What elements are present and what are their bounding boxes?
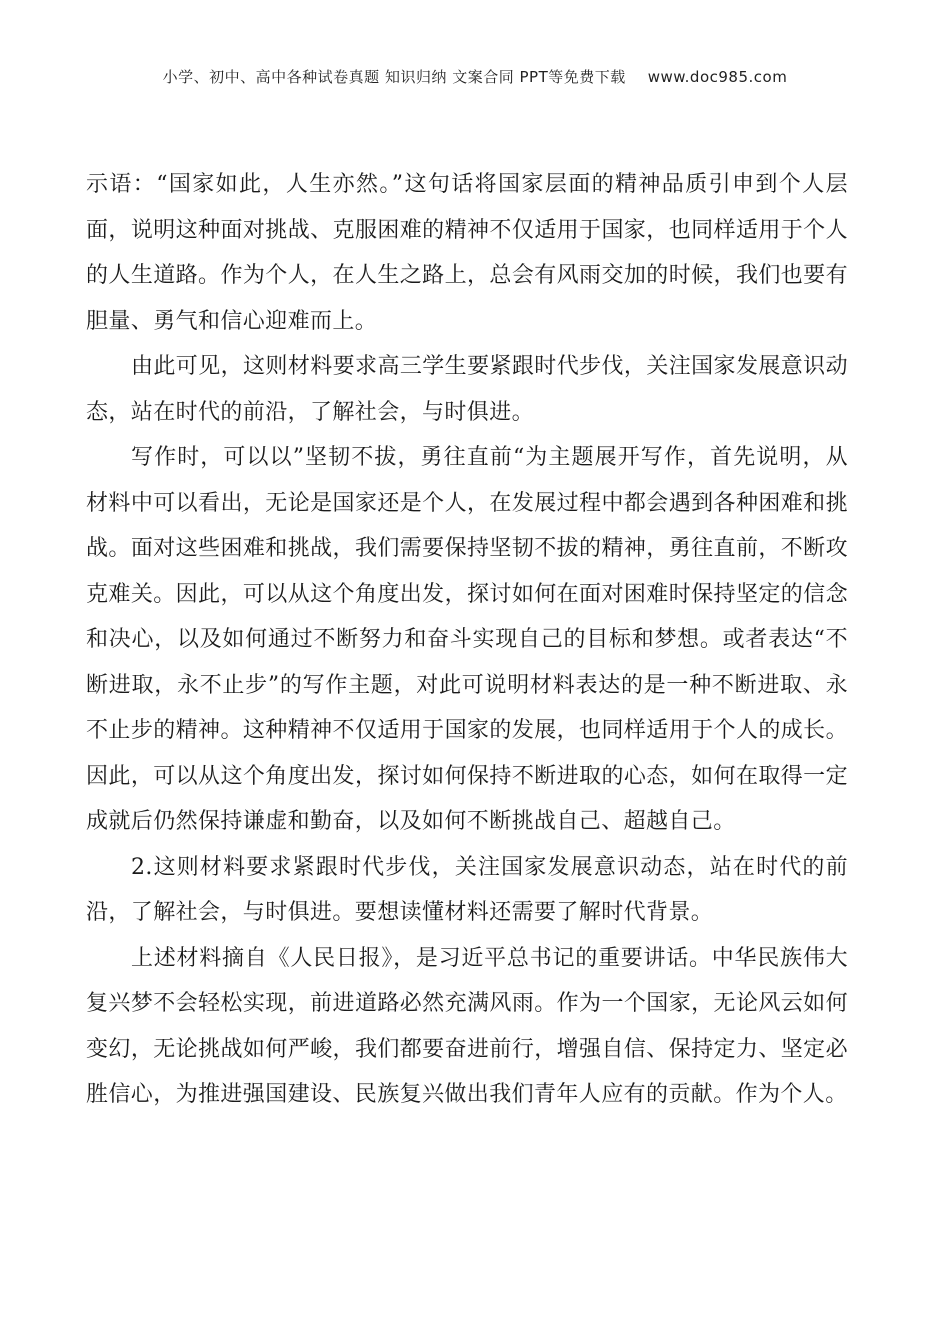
header-text: 小学、初中、高中各种试卷真题 知识归纳 文案合同 PPT等免费下载 [162,68,626,86]
paragraph-4: 2.这则材料要求紧跟时代步伐，关注国家发展意识动态，站在时代的前沿，了解社会，与时俱进。要想读懂材料还需要了解时代背景。 [86,854,848,925]
page-header [0,66,950,87]
document-body [86,162,848,1118]
paragraph-1: 示语：“国家如此，人生亦然。”这句话将国家层面的精神品质引申到个人层面，说明这种面对挑战、克服困难的精神不仅适用于国家，也同样适用于个人的人生道路。作为个人，在人生之路上，总会有风雨交加的时候，我们也要有胆量、勇气和信心迎难而上。 [86,172,848,334]
header-site-link[interactable]: www.doc985.com [647,68,788,86]
paragraph-5: 上述材料摘自《人民日报》，是习近平总书记的重要讲话。中华民族伟大复兴梦不会轻松实现，前进道路必然充满风雨。作为一个国家，无论风云如何变幻，无论挑战如何严峻，我们都要奋进前行，增强自信、保持定力、坚定必胜信心，为推进强国建设、民族复兴做出我们青年人应有的贡献。作为个人。 [86,945,848,1107]
paragraph-3: 写作时，可以以”坚韧不拔，勇往直前“为主题展开写作，首先说明，从材料中可以看出，无论是国家还是个人，在发展过程中都会遇到各种困难和挑战。面对这些困难和挑战，我们需要保持坚韧不拔的精神，勇往直前，不断攻克难关。因此，可以从这个角度出发，探讨如何在面对困难时保持坚定的信念和决心，以及如何通过不断努力和奋斗实现自己的目标和梦想。或者表达“不断进取，永不止步”的写作主题，对此可说明材料表达的是一种不断进取、永不止步的精神。这种精神不仅适用于国家的发展，也同样适用于个人的成长。因此，可以从这个角度出发，探讨如何保持不断进取的心态，如何在取得一定成就后仍然保持谦虚和勤奋，以及如何不断挑战自己、超越自己。 [86,445,848,834]
paragraph-2: 由此可见，这则材料要求高三学生要紧跟时代步伐，关注国家发展意识动态，站在时代的前沿，了解社会，与时俱进。 [86,354,848,425]
